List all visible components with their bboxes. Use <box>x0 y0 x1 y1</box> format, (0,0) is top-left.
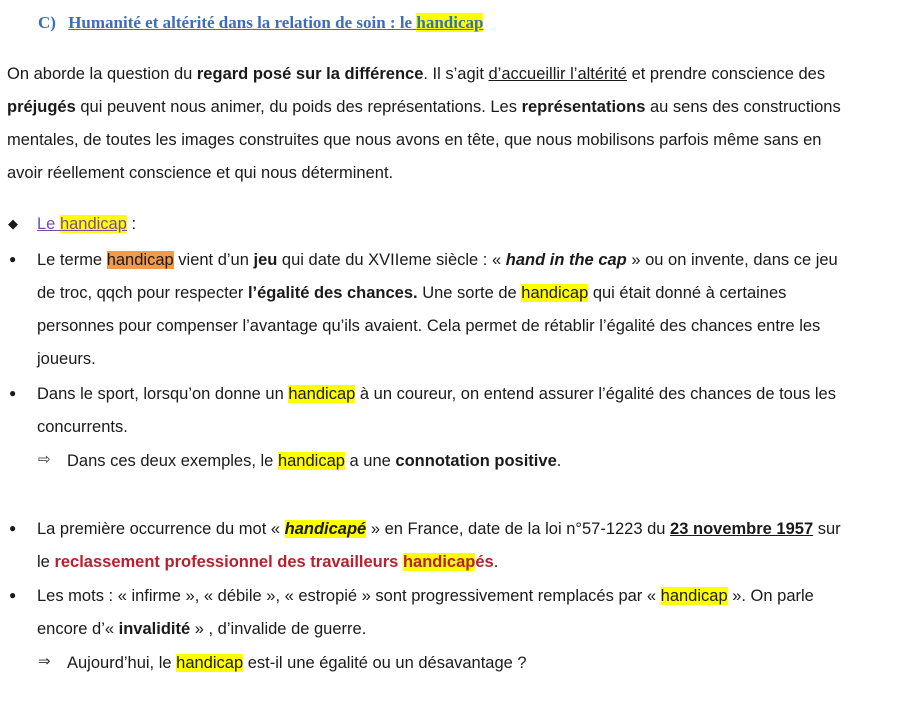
section-heading <box>38 12 483 34</box>
text: qui était donné à certaines <box>588 284 787 302</box>
text: Les mots : « infirme », « débile », « estropié » sont progressivement remplacés par « <box>37 587 661 605</box>
bold-text: invalidité <box>118 620 191 638</box>
red-bold-text: és <box>475 553 494 571</box>
bullet-icon: ● <box>9 252 17 266</box>
highlight: handicap <box>288 385 356 403</box>
text: a une <box>344 452 396 470</box>
text: Une sorte de <box>417 284 522 302</box>
highlight: handicap <box>660 587 728 605</box>
text: sur <box>813 520 841 538</box>
heading-text-main: Humanité et altérité dans la relation de soin : le <box>68 13 417 32</box>
intro-line-3: mentales, de toutes les images construites que nous avons en tête, que nous mobilisons parfois même sans en <box>7 131 822 149</box>
bold-text: l’égalité des chances. <box>247 284 418 302</box>
highlight: handicap <box>277 452 345 470</box>
heading-prefix: C) <box>38 13 56 32</box>
text: vient d’un <box>173 251 254 269</box>
text: La première occurrence du mot « <box>37 520 285 538</box>
date-text: 23 novembre 1957 <box>670 520 814 538</box>
highlight: handicap <box>176 654 244 672</box>
text: qui date du XVIIeme siècle : « <box>277 251 506 269</box>
red-highlight: handicap <box>402 553 476 571</box>
heading-highlight: handicap <box>416 13 484 32</box>
item4-line-2 <box>37 618 366 640</box>
bullet-icon: ● <box>9 588 17 602</box>
text: encore d’« <box>37 620 119 638</box>
text: . <box>493 553 499 571</box>
text: de troc, qqch pour respecter <box>37 284 248 302</box>
item3-line-1 <box>37 518 841 540</box>
item1-line-2 <box>37 282 786 304</box>
text: à un coureur, on entend assurer l’égalité des chances de tous les <box>355 385 836 403</box>
heading-text <box>68 13 483 32</box>
text: » en France, date de la loi n°57-1223 du <box>366 520 671 538</box>
text: » , d’invalide de guerre. <box>190 620 367 638</box>
highlight-bold-italic: handicapé <box>284 520 367 538</box>
subheading-pre: Le <box>37 215 60 233</box>
item1-line-3: personnes pour compenser l’avantage qu’ils avaient. Cela permet de rétablir l’égalité des chances entre les <box>37 317 821 335</box>
text: . Il s’agit <box>423 65 489 83</box>
bold-text: regard posé sur la différence <box>196 65 424 83</box>
text: et prendre conscience des <box>626 65 826 83</box>
arrow1-line <box>67 450 561 472</box>
bullet-icon: ● <box>9 386 17 400</box>
highlight: handicap <box>521 284 589 302</box>
subheading-highlight: handicap <box>59 215 127 233</box>
item1-line-4: joueurs. <box>37 350 96 368</box>
intro-line-1 <box>7 63 825 85</box>
diamond-bullet-icon: ◆ <box>8 216 18 231</box>
bold-text: connotation positive <box>395 452 557 470</box>
text: Dans le sport, lorsqu’on donne un <box>37 385 289 403</box>
text: ». On parle <box>727 587 814 605</box>
item2-line-2: concurrents. <box>37 418 128 436</box>
text: On aborde la question du <box>7 65 197 83</box>
bold-text: jeu <box>253 251 278 269</box>
subheading-link[interactable] <box>37 215 127 233</box>
arrow-right-icon: ⇨ <box>38 451 51 468</box>
arrow2-line <box>67 652 527 674</box>
subheading-colon: : <box>126 215 137 233</box>
double-arrow-icon: ⇒ <box>38 653 51 670</box>
bold-text: préjugés <box>7 98 76 116</box>
bullet-icon: ● <box>9 521 17 535</box>
item2-line-1 <box>37 383 836 405</box>
cut-off-footer <box>0 697 919 705</box>
item3-line-2 <box>37 551 498 573</box>
text: » ou on invente, dans ce jeu <box>626 251 838 269</box>
highlight-orange: handicap <box>106 251 174 269</box>
text: le <box>37 553 55 571</box>
text: . <box>556 452 562 470</box>
text: qui peuvent nous animer, du poids des représentations. Les <box>75 98 522 116</box>
intro-line-4: avoir réellement conscience et qui nous déterminent. <box>7 164 394 182</box>
bold-text: représentations <box>521 98 646 116</box>
text: au sens des constructions <box>645 98 841 116</box>
text: Dans ces deux exemples, le <box>67 452 278 470</box>
item4-line-1 <box>37 585 814 607</box>
item1-line-1 <box>37 249 838 271</box>
text: est-il une égalité ou un désavantage ? <box>243 654 527 672</box>
text: Aujourd’hui, le <box>67 654 177 672</box>
text: Le terme <box>37 251 107 269</box>
bold-italic-text: hand in the cap <box>505 251 627 269</box>
underlined-text: d’accueillir l’altérité <box>488 65 627 83</box>
subheading <box>37 213 136 235</box>
red-bold-text: reclassement professionnel des travailleurs <box>54 553 403 571</box>
intro-line-2 <box>7 96 841 118</box>
